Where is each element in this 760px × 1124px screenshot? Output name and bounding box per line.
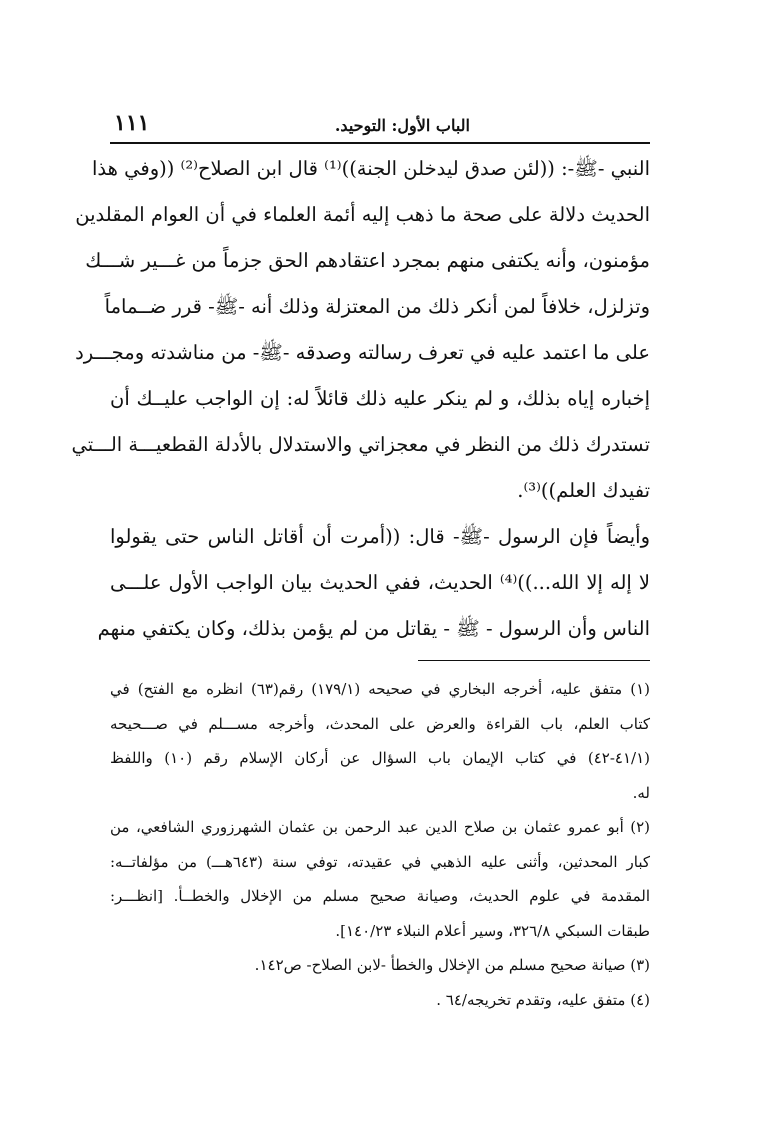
body-line: مؤمنون، وأنه يكتفى منهم بمجرد اعتقادهم الحق جزماً من غـــير شـــك [85, 249, 650, 272]
footnote-line: (٤١/١-٤٢) في كتاب الإيمان باب السؤال عن أركان الإسلام رقم (١٠) واللفظ [110, 749, 650, 767]
footnote-separator [418, 660, 650, 661]
footnote-line: كتاب العلم، باب القراءة والعرض على المحدث، وأخرجه مســـلم في صـــحيحه [110, 714, 650, 733]
footnote-line: (١) متفق عليه، أخرجه البخاري في صحيحه (١٧٩/١) رقم(٦٣) انظره مع الفتح) في [110, 680, 650, 698]
body-line: النبي -ﷺ-: ((لئن صدق ليدخلن الجنة))⁽¹⁾ قال ابن الصلاح⁽²⁾ ((وفي هذا [92, 157, 650, 180]
body-line: وتزلزل، خلافاً لمن أنكر ذلك من المعتزلة وذلك أنه -ﷺ- قرر ضــماماً [104, 295, 650, 318]
footnote-line: كبار المحدثين، وأثنى عليه الذهبي في عقيدته، توفي سنة (٦٤٣هـــ) من مؤلفاتــه: [110, 852, 650, 871]
body-line: على ما اعتمد عليه في تعرف رسالته وصدقه -ﷺ- من مناشدته ومجـــرد [75, 341, 650, 364]
footnote-line: (٣) صيانة صحيح مسلم من الإخلال والخطأ -لابن الصلاح- ص١٤٢. [254, 956, 650, 974]
footnote-line: طبقات السبكي ٣٢٦/٨، وسير أعلام النبلاء ١٤٠/٢٣]. [335, 921, 650, 940]
body-line: إخباره إياه بذلك، و لم ينكر عليه ذلك قائلاً له: إن الواجب عليــك أن [110, 387, 650, 410]
footnote-line: (٢) أبو عمرو عثمان بن صلاح الدين عبد الرحمن بن عثمان الشهرزوري الشافعي، من [110, 818, 650, 836]
footnotes [110, 672, 650, 1017]
body-line: تستدرك ذلك من النظر في معجزاتي والاستدلال بالأدلة القطعيـــة الـــتي [71, 433, 650, 456]
footnote-line: المقدمة في علوم الحديث، وصيانة صحيح مسلم من الإخلال والخطــأ. [انظـــر: [110, 887, 650, 905]
running-header [110, 112, 650, 144]
body-line: تفيدك العلم))⁽³⁾. [517, 479, 650, 502]
body-line: الحديث دلالة على صحة ما ذهب إليه أئمة العلماء في أن العوام المقلدين [75, 203, 650, 226]
body-line: وأيضاً فإن الرسول -ﷺ- قال: ((أمرت أن أقاتل الناس حتى يقولوا [110, 525, 650, 548]
body-line: الناس وأن الرسول - ﷺ - يقاتل من لم يؤمن بذلك، وكان يكتفي منهم [97, 617, 650, 640]
chapter-title: الباب الأول: التوحيد. [334, 116, 470, 135]
footnote-line: (٤) متفق عليه، وتقدم تخريجه/٦٤ . [436, 990, 650, 1009]
main-text [71, 146, 650, 652]
footnote-line: له. [632, 783, 650, 802]
page-number: ١١١ [114, 110, 150, 136]
body-line: لا إله إلا الله...))⁽⁴⁾ الحديث، ففي الحديث بيان الواجب الأول علـــى [110, 571, 650, 594]
